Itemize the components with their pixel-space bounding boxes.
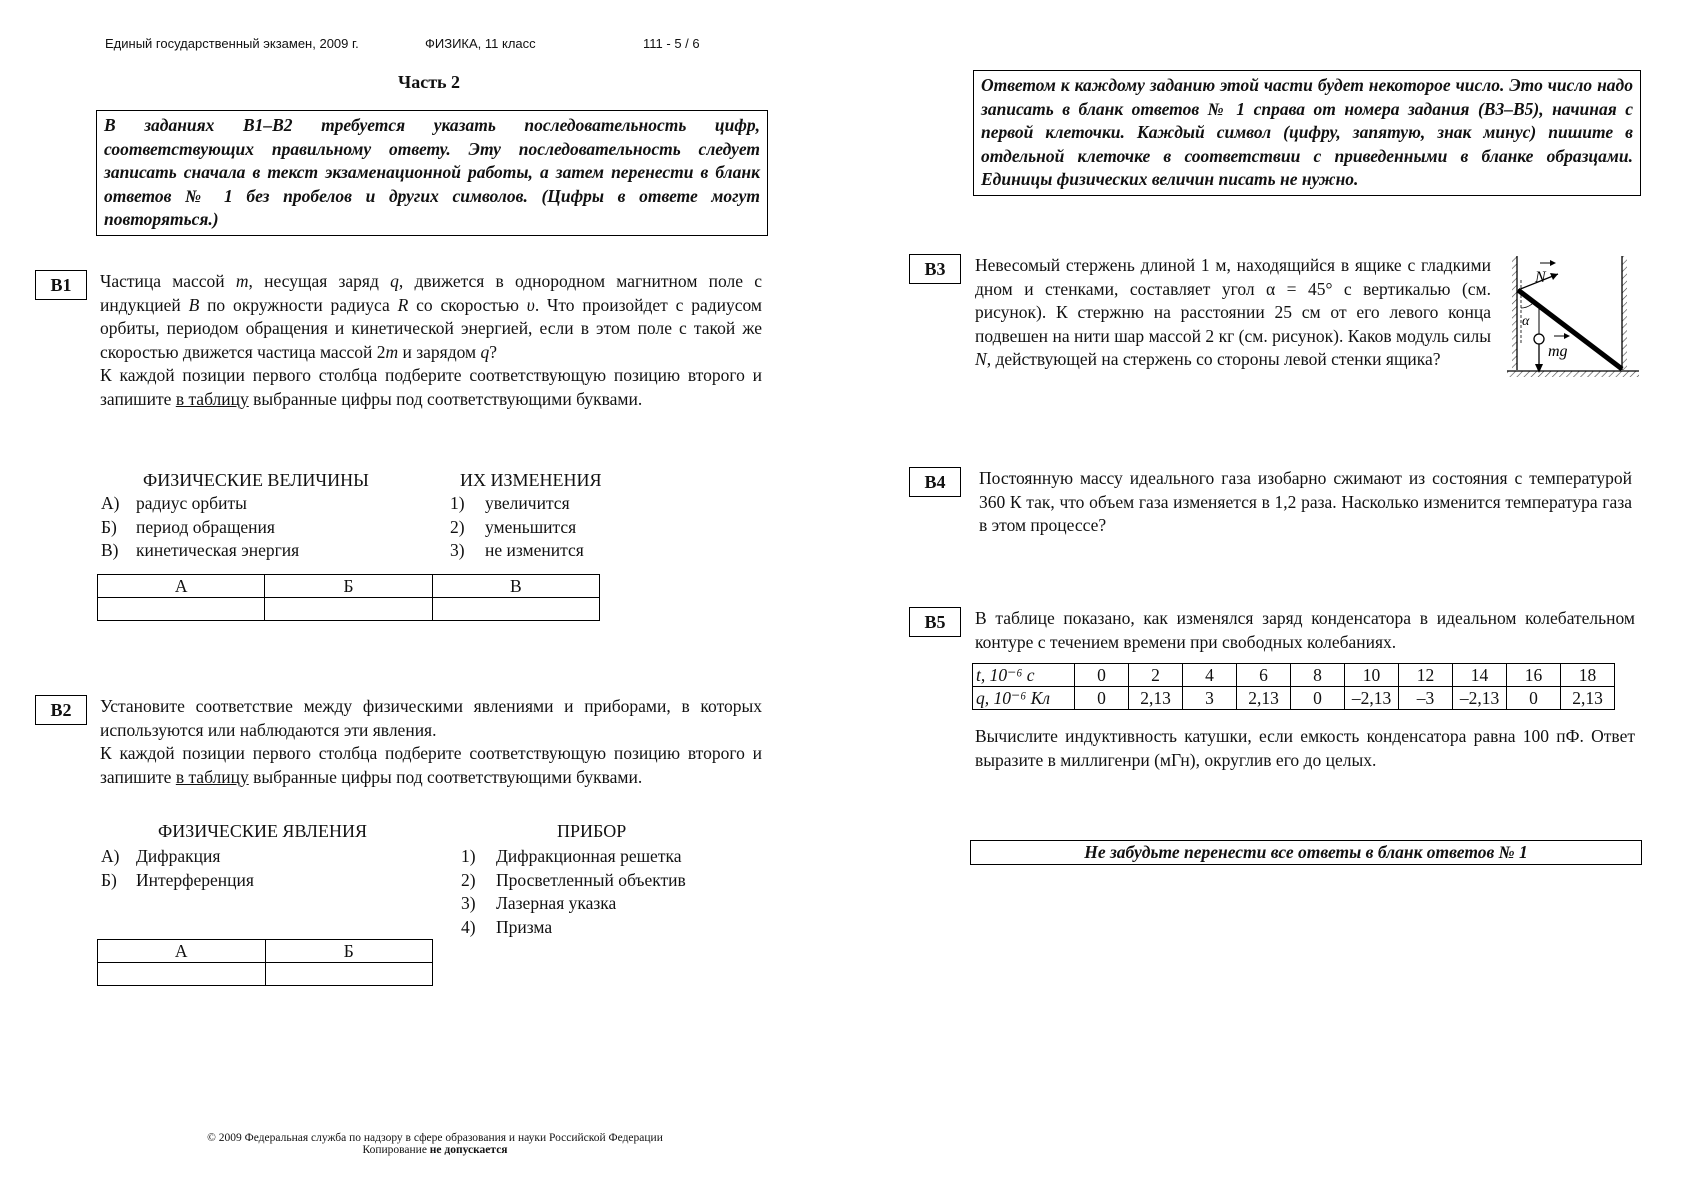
q-row-header: q, 10⁻⁶ Кл	[973, 687, 1075, 710]
task-b3-text	[975, 254, 1491, 372]
b2-left-list	[101, 845, 254, 892]
q-value: 0	[1291, 687, 1345, 710]
table-row	[973, 687, 1615, 710]
answer-header-a: А	[98, 575, 265, 598]
table-row	[973, 664, 1615, 687]
box-rod-figure	[1502, 250, 1642, 385]
q-value: 0	[1075, 687, 1129, 710]
list-item: В) кинетическая энергия	[101, 540, 300, 560]
t-row-header: t, 10⁻⁶ с	[973, 664, 1075, 687]
q-value: 2,13	[1561, 687, 1615, 710]
list-item: 4) Призма	[461, 916, 553, 937]
q-value: 0	[1507, 687, 1561, 710]
subject-title: ФИЗИКА, 11 класс	[425, 36, 536, 51]
b1-col2-heading: ИХ ИЗМЕНЕНИЯ	[460, 470, 602, 490]
copying-line: Копирование не допускается	[362, 1144, 508, 1156]
b1-left-list	[101, 492, 299, 563]
q-value: 3	[1183, 687, 1237, 710]
b1-instruction: К каждой позиции первого столбца подберите соответствующую позицию второго и запишите в таблицу выбранные цифры под соответствующими буквами.	[100, 365, 762, 409]
answer-header-v: В	[432, 575, 599, 598]
answer-cell-v[interactable]	[432, 598, 599, 621]
b1-answer-table	[97, 574, 600, 621]
b2-instruction: К каждой позиции первого столбца подберите соответствующую позицию второго и запишите в таблицу выбранные цифры под соответствующими буквами.	[100, 743, 762, 787]
q-value: 2,13	[1129, 687, 1183, 710]
task-b1-text	[100, 270, 762, 411]
q-value: –2,13	[1345, 687, 1399, 710]
footer	[145, 1132, 725, 1156]
q-value: –3	[1399, 687, 1453, 710]
list-item: Б) период обращения	[101, 516, 275, 537]
instructions-b3-b5: Ответом к каждому заданию этой части будет некоторое число. Это число надо записать в бланк ответов № 1 справа от номера задания (В3–В5), начиная с первой клеточки. Каждый символ (цифру, запятую, знак минус) пишите в отдельной клеточке в соответствии с приведенными в бланке образцами. Единицы физических величин писать не нужно.	[973, 70, 1641, 196]
b2-col1-heading: ФИЗИЧЕСКИЕ ЯВЛЕНИЯ	[158, 821, 367, 841]
b2-question: Установите соответствие между физическими явлениями и приборами, в которых используются или наблюдаются эти явления.	[100, 696, 762, 740]
task-label-b5: В5	[909, 607, 961, 637]
list-item: 3) не изменится	[450, 540, 584, 560]
b2-right-list	[461, 845, 686, 939]
t-value: 12	[1399, 664, 1453, 687]
page-number: 111 - 5 / 6	[643, 36, 700, 51]
task-b4-text: Постоянную массу идеального газа изобарно сжимают из состояния с температурой 360 К так, что объем газа изменяется в 1,2 раза. Насколько изменится температура газа в этом процессе?	[979, 468, 1632, 535]
list-item: А) Дифракция	[101, 846, 221, 866]
b1-right-list	[450, 492, 584, 563]
list-item: А) радиус орбиты	[101, 493, 247, 513]
b5-intro: В таблице показано, как изменялся заряд конденсатора в идеальном колебательном контуре с течением времени при свободных колебаниях.	[975, 608, 1635, 652]
list-item: 2) Просветленный объектив	[461, 869, 686, 890]
answer-header-b: Б	[265, 575, 432, 598]
list-item: 2) уменьшится	[450, 516, 577, 537]
floor	[1507, 371, 1639, 377]
answer-header-b: Б	[265, 940, 433, 963]
t-value: 10	[1345, 664, 1399, 687]
b5-task: Вычислите индуктивность катушки, если емкость конденсатора равна 100 пФ. Ответ выразите в миллигенри (мГн), округлив его до целых.	[975, 726, 1635, 770]
b1-col1-heading: ФИЗИЧЕСКИЕ ВЕЛИЧИНЫ	[143, 470, 369, 490]
t-value: 14	[1453, 664, 1507, 687]
b3-question: Невесомый стержень длиной 1 м, находящийся в ящике с гладкими дном и стенками, составляет угол α = 45° с вертикалью (см. рисунок). К стержню на расстоянии 25 см от его левого конца подвешен на нити шар массой 2 кг (см. рисунок). Каков модуль силы N, действующей на стержень со стороны левой стенки ящика?	[975, 255, 1491, 369]
b2-answer-table	[97, 939, 433, 986]
t-value: 16	[1507, 664, 1561, 687]
answer-cell-a[interactable]	[98, 598, 265, 621]
task-label-b4: В4	[909, 467, 961, 497]
instructions-b1-b2: В заданиях В1–В2 требуется указать последовательность цифр, соответствующих правильному ответу. Эту последовательность следует записать сначала в текст экзаменационной работы, а затем перенести в бланк ответов № 1 без пробелов и других символов. (Цифры в ответе могут повторяться.)	[96, 110, 768, 236]
answer-header-a: А	[98, 940, 266, 963]
b1-question: Частица массой m, несущая заряд q, движется в однородном магнитном поле с индукцией B по окружности радиуса R со скоростью υ. Что произойдет с радиусом орбиты, периодом обращения и кинетической энергией, если в этом поле с такой же скоростью движется частица массой 2m и зарядом q?	[100, 271, 762, 362]
part-title: Часть 2	[398, 72, 461, 92]
task-label-b2: В2	[35, 695, 87, 725]
task-label-b1: В1	[35, 270, 87, 300]
force-n-label: N	[1535, 269, 1546, 286]
task-b2-text	[100, 695, 762, 789]
ball	[1534, 334, 1544, 344]
b2-col2-heading: ПРИБОР	[557, 821, 627, 841]
q-value: 2,13	[1237, 687, 1291, 710]
t-value: 2	[1129, 664, 1183, 687]
answer-cell-b[interactable]	[265, 598, 432, 621]
t-value: 4	[1183, 664, 1237, 687]
t-value: 18	[1561, 664, 1615, 687]
reminder-banner: Не забудьте перенести все ответы в бланк ответов № 1	[970, 840, 1642, 865]
q-value: –2,13	[1453, 687, 1507, 710]
copyright-line: © 2009 Федеральная служба по надзору в сфере образования и науки Российской Федерации	[207, 1132, 663, 1144]
left-wall	[1512, 256, 1517, 370]
t-value: 0	[1075, 664, 1129, 687]
list-item: 3) Лазерная указка	[461, 893, 617, 913]
list-item: 1) увеличится	[450, 493, 570, 513]
answer-cell-a[interactable]	[98, 963, 266, 986]
exam-title: Единый государственный экзамен, 2009 г.	[105, 36, 359, 51]
list-item: Б) Интерференция	[101, 869, 254, 890]
t-value: 6	[1237, 664, 1291, 687]
mg-overarrow-head	[1564, 333, 1570, 339]
t-value: 8	[1291, 664, 1345, 687]
list-item: 1) Дифракционная решетка	[461, 846, 682, 866]
task-label-b3: В3	[909, 254, 961, 284]
right-wall	[1622, 256, 1627, 370]
alpha-label: α	[1522, 314, 1530, 329]
n-overarrow-head	[1550, 260, 1556, 266]
mg-label: mg	[1548, 343, 1568, 360]
answer-cell-b[interactable]	[265, 963, 433, 986]
b5-data-table	[972, 663, 1615, 710]
